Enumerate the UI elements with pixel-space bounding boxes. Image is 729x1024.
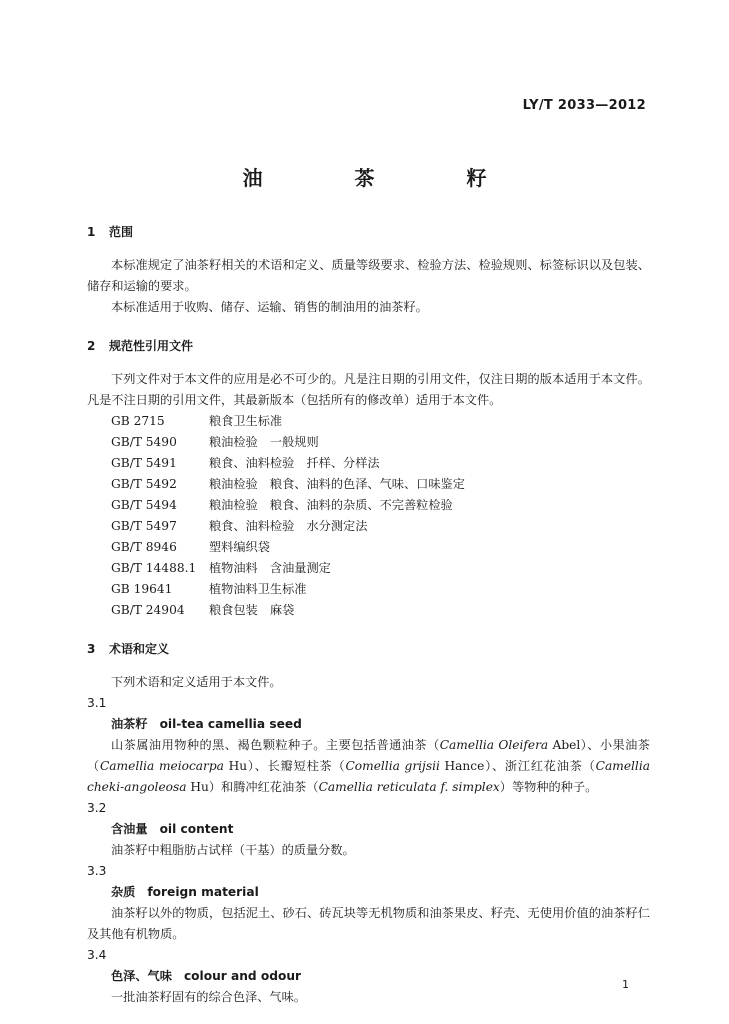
section-number: 2 — [87, 339, 96, 353]
section-number: 3 — [87, 642, 96, 656]
document-body — [87, 222, 650, 1008]
scope-paragraph: 本标准规定了油茶籽相关的术语和定义、质量等级要求、检验方法、检验规则、标签标识以及包装、储存和运输的要求。 — [87, 258, 650, 293]
term-chinese: 色泽、气味 — [111, 969, 172, 983]
section-heading-terms — [87, 639, 650, 660]
standard-code: LY/T 2033—2012 — [522, 98, 646, 113]
clause-number: 3.3 — [87, 864, 107, 878]
term-entry — [87, 714, 650, 735]
term-definition: 油茶籽以外的物质，包括泥土、砂石、砖瓦块等无机物质和油茶果皮、籽壳、无使用价值的油茶籽仁及其他有机物质。 — [87, 906, 650, 941]
section-title: 范围 — [109, 225, 134, 239]
term-definition: 油茶籽中粗脂肪占试样（干基）的质量分数。 — [111, 843, 355, 857]
term-definition: 山茶属油用物种的黑、褐色颗粒种子。主要包括普通油茶（Camellia Oleifera Abel）、小果油茶（Camellia meiocarpa Hu）、长瓣短柱茶（Comellia grijsii Hance）、浙江红花油茶（Camellia cheki-angoleosa Hu）和腾冲红花油茶（Camellia reticulata f. simplex）等物种的种子。 — [87, 738, 650, 794]
term-english: foreign material — [147, 885, 259, 899]
term-english: oil-tea camellia seed — [159, 717, 302, 731]
term-definition: 一批油茶籽固有的综合色泽、气味。 — [111, 990, 306, 1004]
page-number: 1 — [622, 978, 629, 991]
reference-item: GB/T 5490 粮油检验 一般规则 — [111, 435, 319, 449]
reference-list — [87, 411, 650, 621]
reference-item: GB/T 5492 粮油检验 粮食、油料的色泽、气味、口味鉴定 — [111, 477, 465, 491]
term-chinese: 油茶籽 — [111, 717, 148, 731]
reference-item: GB/T 24904 粮食包装 麻袋 — [111, 603, 295, 617]
section-title: 规范性引用文件 — [109, 339, 194, 353]
terms-intro: 下列术语和定义适用于本文件。 — [111, 675, 282, 689]
section-title: 术语和定义 — [109, 642, 170, 656]
section-heading-scope — [87, 222, 650, 243]
reference-item: GB 19641 植物油料卫生标准 — [111, 582, 307, 596]
term-entry — [87, 819, 650, 840]
term-english: colour and odour — [183, 969, 302, 983]
reference-item: GB/T 5494 粮油检验 粮食、油料的杂质、不完善粒检验 — [111, 498, 453, 512]
term-chinese: 含油量 — [111, 822, 148, 836]
document-title: 油 茶 籽 — [242, 166, 523, 190]
clause-number: 3.1 — [87, 696, 107, 710]
reference-item: GB/T 5497 粮食、油料检验 水分测定法 — [111, 519, 368, 533]
clause-number: 3.4 — [87, 948, 107, 962]
reference-item: GB/T 5491 粮食、油料检验 扦样、分样法 — [111, 456, 380, 470]
scope-paragraph: 本标准适用于收购、储存、运输、销售的制油用的油茶籽。 — [111, 300, 428, 314]
term-entry — [87, 966, 650, 987]
term-chinese: 杂质 — [111, 885, 136, 899]
section-number: 1 — [87, 225, 96, 239]
term-english: oil content — [159, 822, 234, 836]
reference-item: GB/T 8946 塑料编织袋 — [111, 540, 270, 554]
normative-intro: 下列文件对于本文件的应用是必不可少的。凡是注日期的引用文件，仅注日期的版本适用于本文件。凡是不注日期的引用文件，其最新版本（包括所有的修改单）适用于本文件。 — [87, 372, 650, 407]
reference-item: GB 2715 粮食卫生标准 — [111, 414, 283, 428]
reference-item: GB/T 14488.1 植物油料 含油量测定 — [111, 561, 331, 575]
term-entry — [87, 882, 650, 903]
section-heading-normative — [87, 336, 650, 357]
clause-number: 3.2 — [87, 801, 107, 815]
